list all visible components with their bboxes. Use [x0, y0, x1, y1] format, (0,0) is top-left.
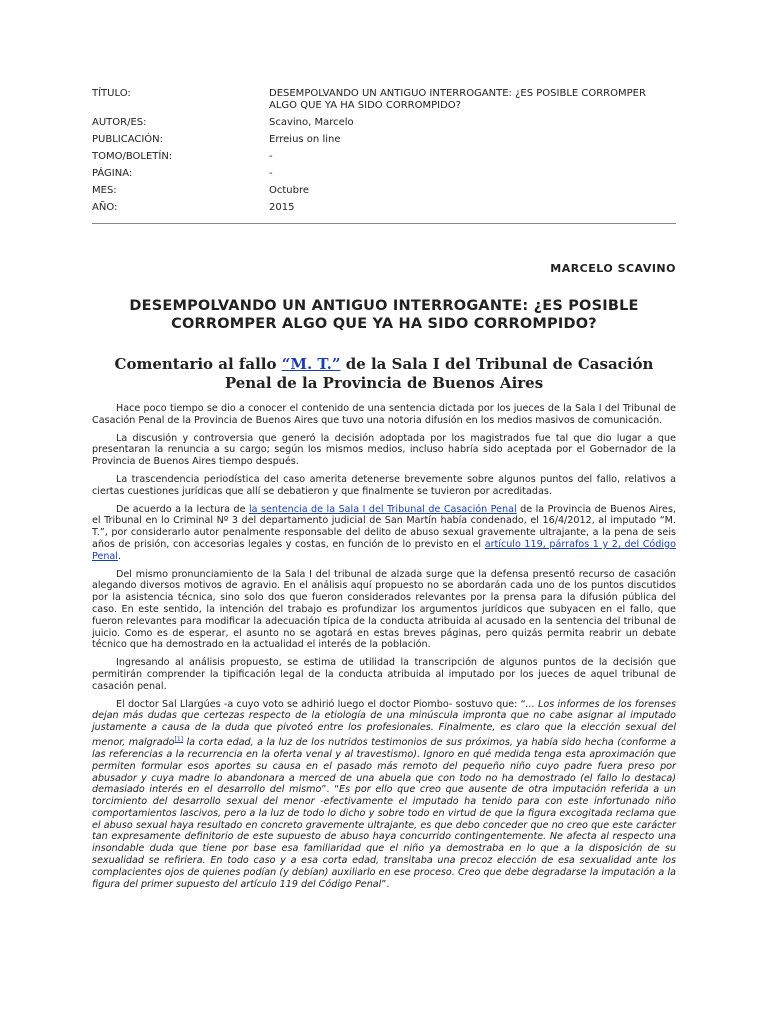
paragraph — [92, 699, 676, 891]
meta-value: - — [269, 168, 273, 179]
metadata-table — [92, 86, 676, 217]
meta-row-title — [92, 86, 676, 115]
meta-value: - — [269, 151, 273, 162]
quote-text: Es por ello que creo que ausente de otra imputación referida a un torcimiento del desarrollo sexual del menor -efectivamente el imputado ha tenido para con este infortunado niño comportamientos lascivos, pero a la luz de todo lo dicho y sobre todo en virtud de que la figura excogitada reclama que el abuso sexual haya resultado en concreto gravemente ultrajante, es que debo conceder que no creo que este carácter tan expresamente definitorio de este supuesto de abuso haya concurrido contingentemente. Ne afecta al respecto una insondable duda que tiene por base esa familiaridad que el niño ya demostraba en lo que a la disposición de su sexualidad se refiriera. En todo caso y a esa corta edad, transitaba una precoz elección de esa sexualidad ante los complacientes ojos de quienes podían (y debían) auxiliarlo en ese proceso. Creo que debe degradarse la imputación a la figura del primer supuesto del artículo 119 del Código Penal — [92, 784, 676, 890]
meta-label: TÍTULO: — [92, 88, 131, 99]
meta-row-publication — [92, 132, 676, 149]
meta-label: AUTOR/ES: — [92, 117, 147, 128]
meta-row-year — [92, 200, 676, 217]
paragraph-text: de la Provincia de Buenos Aires, el Tribunal en lo Criminal Nº 3 del departamento judicial de San Martín había condenado, el 16/4/2012, al imputado “M. T.”, por considerarlo autor penalmente responsable del delito de abuso sexual gravemente ultrajante, a la pena de seis años de prisión, con accesorias legales y costas, en función de lo previsto en el — [92, 503, 676, 550]
meta-label: AÑO: — [92, 202, 118, 213]
subtitle-text: de la Sala I del Tribunal de Casación Penal de la Provincia de Buenos Aires — [224, 355, 654, 392]
case-link[interactable]: “M. T.” — [281, 355, 341, 373]
footnote-link[interactable]: [1] — [174, 735, 184, 743]
meta-label: PUBLICACIÓN: — [92, 134, 164, 145]
article-body — [92, 403, 676, 890]
meta-label: PÁGINA: — [92, 168, 133, 179]
paragraph-text: ”. — [381, 878, 390, 890]
meta-value: Erreius on line — [269, 134, 341, 145]
paragraph-text: ”. “ — [321, 784, 340, 796]
paragraph: Del mismo pronunciamiento de la Sala I del tribunal de alzada surge que la defensa presentó recurso de casación alegando diversos motivos de agravio. En el análisis aquí propuesto no se abordarán cada uno de los puntos discutidos por la asistencia técnica, sino solo dos que fueron considerados relevantes por la prensa para la difusión pública del caso. En este sentido, la intención del trabajo es profundizar los argumentos jurídicos que subyacen en el fallo, que fueron relevantes para modificar la adecuación típica de la conducta atribuida al acusado en la sentencia del tribunal de juicio. Como es de esperar, el asunto no se agotará en estas breves páginas, pero quizás permita reabrir un debate técnico que ha demostrado en la actualidad el interés de la población. — [92, 568, 676, 651]
meta-row-author — [92, 115, 676, 132]
document-page — [92, 86, 676, 896]
paragraph: La trascendencia periodística del caso amerita detenerse brevemente sobre algunos puntos del fallo, relativos a ciertas cuestiones jurídicas que allí se debatieron y que finalmente se tuvieron por acreditadas. — [92, 473, 676, 497]
meta-value: DESEMPOLVANDO UN ANTIGUO INTERROGANTE: ¿ES POSIBLE CORROMPER ALGO QUE YA HA SIDO CORROMPIDO? — [269, 88, 646, 111]
meta-label: TOMO/BOLETÍN: — [92, 151, 173, 162]
paragraph: Hace poco tiempo se dio a conocer el contenido de una sentencia dictada por los jueces de la Sala I del Tribunal de Casación Penal de la Provincia de Buenos Aires que tuvo una notoria difusión en los medios masivos de comunicación. — [92, 403, 676, 426]
paragraph: Ingresando al análisis propuesto, se estima de utilidad la transcripción de algunos puntos de la decisión que permitirán comprender la tipificación legal de la conducta atribuida al imputado por los jueces de aquel tribunal de casación penal. — [92, 657, 676, 692]
author-heading: MARCELO SCAVINO — [550, 262, 676, 275]
paragraph-text: El doctor Sal Llargúes -a cuyo voto se adhirió luego el doctor Piombo- sostuvo que: “ — [116, 698, 526, 710]
meta-label: MES: — [92, 185, 117, 196]
meta-row-month — [92, 183, 676, 200]
quote-text: ... Los informes de los forenses dejan más dudas que certezas respecto de la etiología de una minúscula impronta que no cabe asignar al imputado justamente a causa de la duda que pivoteó entre los profesionales. Finalmente, es claro que la elección sexual del menor, malgrado — [92, 698, 676, 749]
meta-row-volume — [92, 149, 676, 166]
meta-value: Octubre — [269, 185, 310, 196]
paragraph — [92, 504, 676, 563]
article-subtitle — [92, 355, 676, 393]
quote-text: la corta edad, a la luz de los nutridos testimonios de sus próximos, ya había sido hecha (conforme a las referencias a la recurrencia en la oferta venal y al travestismo). Ignoro en qué medida tenga esta aproximación que permiten formular esos aportes su causa en el pasado más remoto del pequeño niño cuyo padre fuera preso por abusador y cuya madre lo abandonara a merced de una abuela que con todo no ha demostrado (el fallo lo destaca) demasiado interés en el desarrollo del mismo — [92, 737, 676, 796]
sentence-link[interactable]: la sentencia de la Sala I del Tribunal de Casación Penal — [249, 503, 517, 515]
paragraph: La discusión y controversia que generó la decisión adoptada por los magistrados fue tal que dio lugar a que presentaran la renuncia a su cargo; según los mismos medios, incluso habría sido aceptada por el Gobernador de la Provincia de Buenos Aires tiempo después. — [92, 432, 676, 468]
penal-code-link[interactable]: artículo 119, párrafos 1 y 2, del Código Penal — [92, 538, 676, 562]
article-title: DESEMPOLVANDO UN ANTIGUO INTERROGANTE: ¿ES POSIBLE CORROMPER ALGO QUE YA HA SIDO CORROMPIDO? — [129, 298, 639, 332]
paragraph-text: . — [117, 550, 122, 562]
meta-value: 2015 — [269, 202, 295, 213]
meta-value: Scavino, Marcelo — [269, 117, 354, 128]
meta-row-page — [92, 166, 676, 183]
paragraph-text: De acuerdo a la lectura de — [116, 503, 249, 515]
subtitle-text: Comentario al fallo — [114, 355, 282, 373]
divider — [92, 223, 676, 224]
